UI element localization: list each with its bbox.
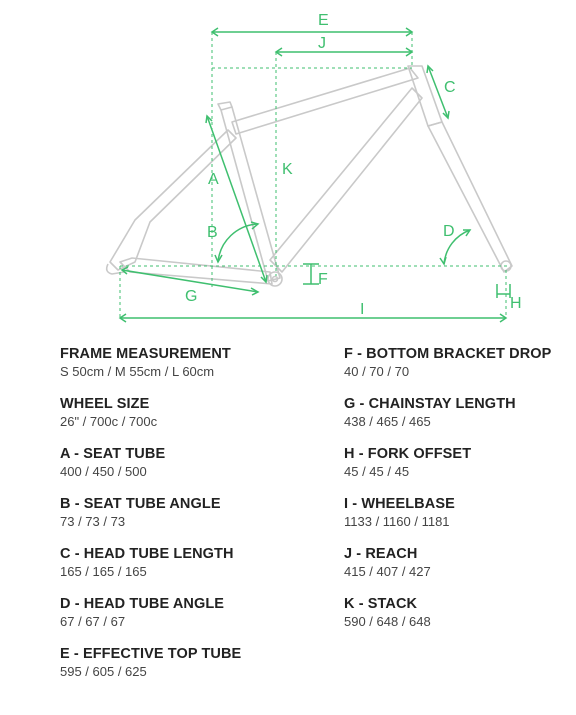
spec-wheel-size <box>60 395 320 445</box>
head-tube-shape <box>408 66 442 126</box>
label-e: E <box>318 12 329 29</box>
spec-title: F - BOTTOM BRACKET DROP <box>344 346 552 362</box>
spec-seat-tube-angle <box>60 495 320 545</box>
spec-value: 40 / 70 / 70 <box>344 364 410 379</box>
spec-title: E - EFFECTIVE TOP TUBE <box>60 646 242 662</box>
spec-value: 165 / 165 / 165 <box>60 564 147 579</box>
spec-fork-offset <box>344 445 576 495</box>
frame-outline <box>107 66 512 286</box>
spec-bottom-bracket-drop <box>344 345 576 395</box>
spec-value: 400 / 450 / 500 <box>60 464 147 479</box>
spec-title: H - FORK OFFSET <box>344 446 472 462</box>
dimension-lines <box>120 28 510 322</box>
spec-stack <box>344 595 576 645</box>
spec-title: I - WHEELBASE <box>344 496 455 512</box>
spec-value: 73 / 73 / 73 <box>60 514 126 529</box>
spec-head-tube-length <box>60 545 320 595</box>
spec-value: 595 / 605 / 625 <box>60 664 147 679</box>
label-a: A <box>208 171 219 188</box>
spec-title: D - HEAD TUBE ANGLE <box>60 596 225 612</box>
label-c: C <box>444 79 456 96</box>
spec-value: 438 / 465 / 465 <box>344 414 431 429</box>
spec-wheelbase <box>344 495 576 545</box>
spec-head-tube-angle <box>60 595 320 645</box>
chain-stay-shape <box>120 258 272 284</box>
spec-column-left <box>60 345 320 695</box>
spec-effective-top-tube <box>60 645 320 695</box>
top-tube-shape <box>232 68 418 134</box>
spec-title: J - REACH <box>344 546 418 562</box>
spec-title: K - STACK <box>344 596 418 612</box>
label-k: K <box>282 161 293 178</box>
spec-value: 45 / 45 / 45 <box>344 464 410 479</box>
spec-value: S 50cm / M 55cm / L 60cm <box>60 364 215 379</box>
spec-title: B - SEAT TUBE ANGLE <box>60 496 221 512</box>
bike-frame-diagram <box>0 0 576 330</box>
label-h: H <box>510 295 522 312</box>
spec-title: FRAME MEASUREMENT <box>60 346 231 362</box>
spec-chainstay-length <box>344 395 576 445</box>
spec-value: 67 / 67 / 67 <box>60 614 126 629</box>
seat-stay-shape <box>110 130 236 270</box>
spec-value: 590 / 648 / 648 <box>344 614 431 629</box>
geometry-spec-list <box>60 345 560 695</box>
label-j: J <box>318 35 326 52</box>
label-f: F <box>318 271 328 288</box>
label-b: B <box>207 224 218 241</box>
seat-tube-shape <box>221 107 280 281</box>
spec-title: G - CHAINSTAY LENGTH <box>344 396 516 412</box>
down-tube-shape <box>270 88 422 272</box>
label-i: I <box>360 301 365 318</box>
spec-value: 415 / 407 / 427 <box>344 564 431 579</box>
spec-column-right <box>344 345 576 645</box>
spec-value: 26" / 700c / 700c <box>60 414 158 429</box>
spec-reach <box>344 545 576 595</box>
spec-title: WHEEL SIZE <box>60 396 150 412</box>
spec-title: C - HEAD TUBE LENGTH <box>60 546 234 562</box>
spec-value: 1133 / 1160 / 1181 <box>344 514 450 529</box>
spec-title: A - SEAT TUBE <box>60 446 166 462</box>
spec-seat-tube <box>60 445 320 495</box>
spec-frame-measurement <box>60 345 320 395</box>
fork-shape <box>428 122 512 272</box>
label-d: D <box>443 223 455 240</box>
label-g: G <box>185 288 198 305</box>
